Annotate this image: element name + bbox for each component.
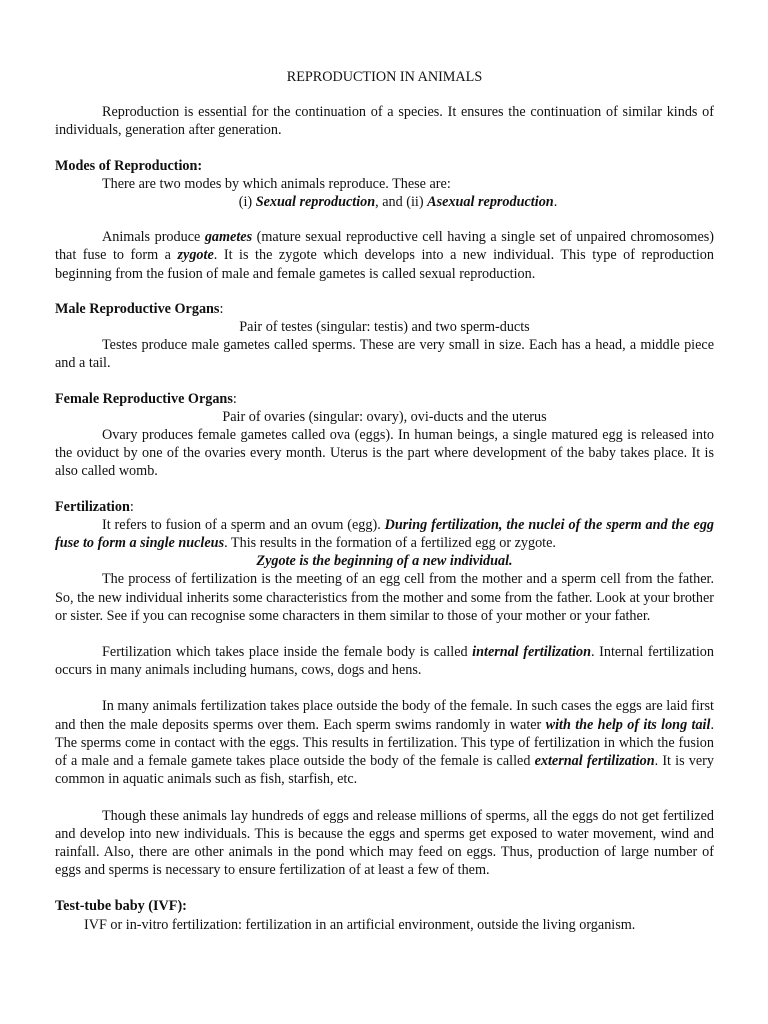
female-heading-colon: : <box>232 390 237 407</box>
female-heading <box>55 390 714 408</box>
fertilization-heading-colon: : <box>129 498 134 515</box>
external-text-2: . The sperms come in contact with the eggs. This results in fertilization. This type of fertilization in which the fusion of a male and a female gamete takes place outside the body of the female is called <box>55 716 714 770</box>
external-text-3: . It is very common in aquatic animals such as fish, starfish, etc. <box>55 753 714 788</box>
sexual-reproduction-term: Sexual reproduction <box>255 194 376 211</box>
internal-text-1: Fertilization which takes place inside the female body is called <box>102 644 473 661</box>
zygote-statement: Zygote is the beginning of a new individual. <box>256 553 513 570</box>
gametes-term: gametes <box>204 229 253 246</box>
gametes-text-1: Animals produce <box>102 229 205 246</box>
external-fertilization-paragraph <box>55 697 714 788</box>
modes-heading: Modes of Reproduction: <box>55 157 203 174</box>
male-heading-label: Male Reproductive Organs <box>55 300 220 317</box>
long-tail-emphasis: with the help of its long tail <box>545 716 711 733</box>
ivf-heading: Test-tube baby (IVF): <box>55 898 187 915</box>
gametes-text-3: . It is the zygote which develops into a new individual. This type of reproduction beginning from the fusion of male and female gametes is called sexual reproduction. <box>55 247 714 282</box>
female-heading-label: Female Reproductive Organs <box>55 390 233 407</box>
male-heading <box>55 300 714 318</box>
fertilization-heading-label: Fertilization <box>55 498 130 515</box>
external-text-1: In many animals fertilization takes place outside the body of the female. In such cases the eggs are laid first and then the male deposits sperms over them. Each sperm swims randomly in water <box>55 698 714 733</box>
male-heading-colon: : <box>219 300 224 317</box>
fertilization-process-paragraph: The process of fertilization is the meeting of an egg cell from the mother and a sperm cell from the father. So, the new individual inherits some characteristics from the mother and some from the father. Look at your brother or sister. See if you can recognise some characters in them similar to those of your mother or your father. <box>55 571 714 624</box>
internal-text-2: . Internal fertilization occurs in many animals including humans, cows, dogs and hens. <box>55 644 714 679</box>
male-organs: Pair of testes (singular: testis) and two sperm-ducts <box>239 319 530 336</box>
gametes-text-2: (mature sexual reproductive cell having a single set of unpaired chromosomes) that fuse to form a <box>55 229 714 264</box>
female-text: Ovary produces female gametes called ova (eggs). In human beings, a single matured egg is released into the oviduct by one of the ovaries every month. Uterus is the part where development of the baby takes place. It is also called womb. <box>55 427 714 480</box>
fertilization-text-1: It refers to fusion of a sperm and an ovum (egg). <box>102 516 385 533</box>
ivf-text: IVF or in-vitro fertilization: fertilization in an artificial environment, outside the living organism. <box>84 916 636 933</box>
modes-list <box>55 193 714 211</box>
fertilization-definition <box>55 516 714 552</box>
female-organs: Pair of ovaries (singular: ovary), ovi-ducts and the uterus <box>222 408 547 425</box>
internal-fertilization-term: internal fertilization <box>472 644 592 661</box>
document-page <box>55 68 714 934</box>
eggs-sperms-paragraph: Though these animals lay hundreds of eggs and release millions of sperms, all the eggs do not get fertilized and develop into new individuals. This is because the eggs and sperms get exposed to water movement, wind and rainfall. Also, there are other animals in the pond which may feed on eggs. Thus, production of large number of eggs and sperms is necessary to ensure fertilization of at least a few of them. <box>55 807 714 879</box>
internal-fertilization-paragraph <box>55 643 714 679</box>
male-text: Testes produce male gametes called sperms. These are very small in size. Each has a head, a middle piece and a tail. <box>55 337 714 372</box>
external-fertilization-term: external fertilization <box>534 753 655 770</box>
modes-list-end: . <box>553 194 558 211</box>
zygote-term: zygote <box>177 247 214 264</box>
modes-line: There are two modes by which animals reproduce. These are: <box>102 175 451 192</box>
fertilization-text-2: . This results in the formation of a fertilized egg or zygote. <box>224 535 556 552</box>
modes-list-mid: , and (ii) <box>375 194 428 211</box>
asexual-reproduction-term: Asexual reproduction <box>427 194 554 211</box>
fertilization-heading <box>55 498 714 516</box>
nuclei-fuse-emphasis: During fertilization, the nuclei of the sperm and the egg fuse to form a single nucleus <box>55 516 715 552</box>
gametes-paragraph <box>55 228 714 283</box>
modes-list-prefix: (i) <box>238 194 256 211</box>
page-title: REPRODUCTION IN ANIMALS <box>286 69 483 85</box>
intro-paragraph: Reproduction is essential for the continuation of a species. It ensures the continuation of similar kinds of individuals, generation after generation. <box>55 104 714 139</box>
